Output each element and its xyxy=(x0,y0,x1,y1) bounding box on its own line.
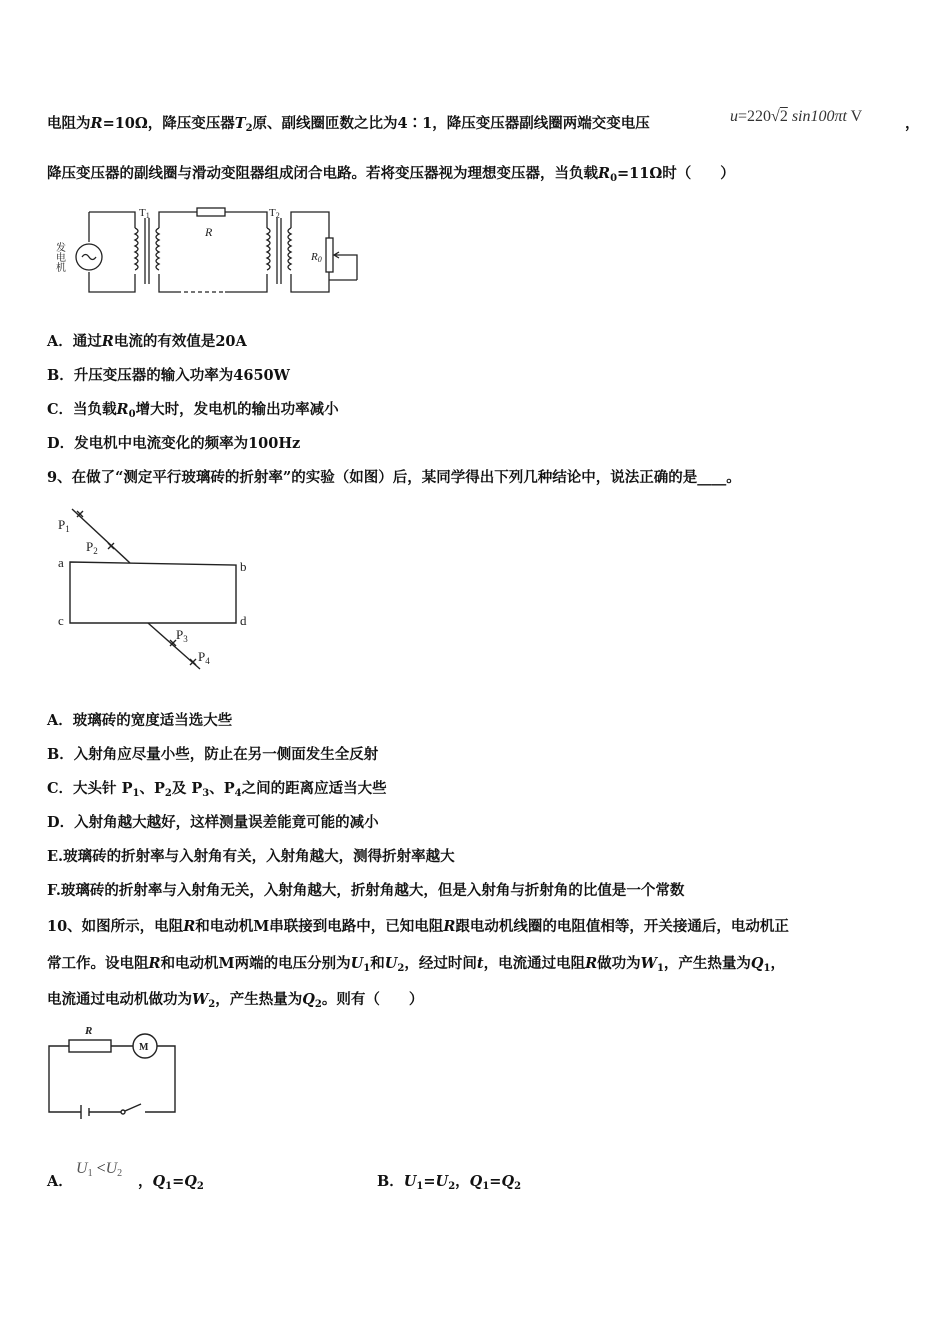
q10-stem-line3: 电流通过电动机做功为$W_2$，产生热量为$Q_2$。则有（ ） xyxy=(47,991,424,1010)
formula-sqrt: 2 xyxy=(779,108,788,125)
q9-option-f[interactable]: F.玻璃砖的折射率与入射角无关，入射角越大，折射角越大，但是入射角与折射角的比值是一个常数 xyxy=(47,882,685,899)
glass-block xyxy=(70,562,236,623)
q8-option-c[interactable]: C．当负载$R_0$增大时，发电机的输出功率减小 xyxy=(47,401,339,420)
t1-primary-coil xyxy=(135,228,138,270)
formula-coef: =220 xyxy=(738,108,772,125)
p1-label: $P_1$ xyxy=(58,517,70,534)
q8-text: 原、副线圈匝数之比为4∶1，降压变压器副线圈两端交变电压 xyxy=(252,115,650,132)
q8-option-b[interactable]: B．升压变压器的输入功率为4650W xyxy=(47,367,290,384)
q8-var-r0: R xyxy=(598,165,611,182)
q8-voltage-formula: u=220√2 sin100πt V xyxy=(730,108,863,125)
resistor-r xyxy=(197,208,225,216)
q10-stem-line2: 常工作。设电阻R和电动机M两端的电压分别为$U_1$和$U_2$，经过时间t，电流通过电阻R做功为$W_1$，产生热量为$Q_1$， xyxy=(47,955,786,974)
switch-blade xyxy=(125,1104,141,1111)
formula-sin: sin100πt xyxy=(791,108,847,125)
q8-sub: 2 xyxy=(245,123,253,134)
q8-stem-line2 xyxy=(47,164,735,184)
incident-ray xyxy=(72,509,130,563)
q9-option-c[interactable]: C．大头针 $P_1$、$P_2$及 $P_3$、$P_4$之间的距离应适当大些 xyxy=(47,780,387,799)
t2-secondary-coil xyxy=(288,228,291,270)
r0-label: R0 xyxy=(311,251,322,264)
q9-option-b[interactable]: B．入射角应尽量小些，防止在另一侧面发生全反射 xyxy=(47,746,379,763)
q8-text: =10Ω，降压变压器 xyxy=(102,115,235,132)
p2-label: $P_2$ xyxy=(86,539,98,556)
t2-primary-coil xyxy=(267,228,270,270)
q8-option-a[interactable]: A．通过R电流的有效值是20A xyxy=(47,333,247,350)
switch-pivot xyxy=(121,1110,125,1114)
glass-block-figure xyxy=(50,505,260,675)
q8-var-r: R xyxy=(90,115,103,132)
corner-b-label: b xyxy=(240,559,247,574)
q10-option-a[interactable]: A． xyxy=(47,1173,73,1190)
t1-label: T1 xyxy=(139,207,150,220)
q9-option-d[interactable]: D．入射角越大越好，这样测量误差能竟可能的减小 xyxy=(47,814,379,831)
q8-var-t: T xyxy=(234,115,246,132)
rheostat-r0 xyxy=(326,238,333,272)
t2-label: T2 xyxy=(269,207,280,220)
q8-text: 降压变压器的副线圈与滑动变阻器组成闭合电路。若将变压器视为理想变压器，当负载 xyxy=(47,165,598,182)
q8-stem-line1 xyxy=(47,114,650,134)
p3-label: $P_3$ xyxy=(176,627,188,644)
q9-option-e[interactable]: E.玻璃砖的折射率与入射角有关，入射角越大，测得折射率越大 xyxy=(47,848,455,865)
formula-u: u xyxy=(730,108,738,125)
p4-label: $P_4$ xyxy=(198,649,210,666)
pin-p4 xyxy=(190,659,196,665)
resistor-r xyxy=(69,1040,111,1052)
r-label: R xyxy=(85,1025,93,1037)
q8-text: 电阻为 xyxy=(47,115,91,132)
formula-unit: V xyxy=(850,108,863,125)
corner-a-label: a xyxy=(58,555,64,570)
q8-comma: ， xyxy=(905,115,920,132)
q8-text: =11Ω时（ ） xyxy=(617,165,735,182)
m-label: M xyxy=(139,1042,149,1053)
q10-stem-line1: 10、如图所示，电阻R和电动机M串联接到电路中，已知电阻R跟电动机线圈的电阻值相等，开关接通后，电动机正 xyxy=(47,918,789,935)
q10-option-b[interactable]: B．$U_1=U_2$，$Q_1=Q_2$ xyxy=(377,1173,522,1192)
transmission-circuit-figure xyxy=(55,200,375,300)
q8-option-d[interactable]: D．发电机中电流变化的频率为100Hz xyxy=(47,435,301,452)
q9-option-a[interactable]: A．玻璃砖的宽度适当选大些 xyxy=(47,712,233,729)
motor-circuit-figure xyxy=(45,1022,185,1118)
corner-d-label: d xyxy=(240,613,247,628)
q9-stem: 9、在做了“测定平行玻璃砖的折射率”的实验（如图）后，某同学得出下列几种结论中，说法正确的是____。 xyxy=(47,469,741,486)
pin-p2 xyxy=(108,543,114,549)
corner-c-label: c xyxy=(58,613,64,628)
r-label: R xyxy=(205,225,213,239)
q10-option-a-rest: ，$Q_1=Q_2$ xyxy=(138,1173,204,1192)
q10-option-a-formula: $U_1 <U_2$ xyxy=(76,1160,123,1179)
t1-secondary-coil xyxy=(156,228,159,270)
q8-sub: 0 xyxy=(610,173,618,184)
generator-label: 发电机 xyxy=(53,242,65,272)
